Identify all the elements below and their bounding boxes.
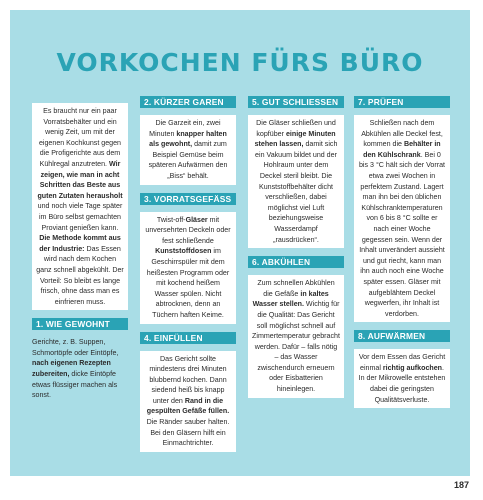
step-1 (32, 318, 128, 401)
column-2 (140, 96, 236, 452)
column-1 (32, 103, 128, 401)
step-4 (140, 332, 236, 452)
step-1-heading: 1. WIE GEWOHNT (32, 318, 128, 330)
step-4-heading: 4. EINFÜLLEN (140, 332, 236, 344)
step-3 (140, 193, 236, 324)
step-4-text: Das Gericht sollte mindestens drei Minuten blubbernd kochen. Dann siedend heiß bis knapp unter den Rand in die gespülten Gefäße füllen. Die Ränder sauber halten. Bei den Gläsern hilft ein Einmachtrichter. (146, 354, 230, 448)
intro-text: Es braucht nur ein paar Vorratsbehälter und ein wenig Zeit, um mit der eigenen Kochkunst gegen die Profigerichte aus dem Kühlregal anzutreten. Wir zeigen, wie man in acht Schritten das Beste aus guten Zutaten herausholt und noch viele Tage später im Büro selbst gemachten Proviant genießen kann. Die Methode kommt aus der Industrie: Das Essen wird nach dem Kochen ganz schnell abgekühlt. Der Vorteil: So bleibt es lange frisch, ohne dass man es einfrieren muss. (36, 107, 124, 306)
column-3 (248, 96, 344, 398)
column-4 (354, 96, 450, 408)
step-5-text: Die Gläser schließen und kopfüber einige Minuten stehen lassen, damit sich ein Vakuum bildet und der Hohlraum unter dem Deckel steril bleibt. Die Kunststoffbehälter dicht verschließen, dabei möglichst viel Luft beziehungsweise Wasserdampf „rausdrücken“. (254, 119, 338, 244)
step-7 (354, 96, 450, 322)
content-panel (10, 10, 470, 476)
step-7-text: Schließen nach dem Abkühlen alle Deckel fest, kommen die Behälter in den Kühlschrank. Bei 0 bis 3 °C hält sich der Vorrat etwa zwei Wochen in perfektem Zustand. Lagert man ihn bei den üblichen Kühlschranktemperaturen von 6 bis 8 °C sollte er nach einer Woche gegessen sein. Wenn der Inhalt unverändert aussieht und gut riecht, kann man ihn auch noch eine Woche später essen. Gläser mit aufgeblähtem Deckel wegwerfen, ihr Inhalt ist verdorben. (358, 119, 446, 318)
step-2 (140, 96, 236, 185)
intro-box (32, 103, 128, 310)
step-5-heading: 5. GUT SCHLIESSEN (248, 96, 344, 108)
step-6-heading: 6. ABKÜHLEN (248, 256, 344, 268)
step-8 (354, 330, 450, 408)
step-6-text: Zum schnellen Abkühlen die Gefäße in kaltes Wasser stellen. Wichtig für die Qualität: Das Gericht soll möglichst schnell auf Zimmertemperatur gebracht werden. Dafür – falls nötig – das Wasser zwischendurch erneuern oder Eisbatterien hineinlegen. (252, 279, 340, 394)
step-6 (248, 256, 344, 398)
step-8-text: Vor dem Essen das Gericht einmal richtig aufkochen. In der Mikrowelle entstehen dabei die geringsten Qualitätsverluste. (358, 353, 446, 404)
step-5 (248, 96, 344, 248)
step-3-heading: 3. VORRATSGEFÄSS (140, 193, 236, 205)
step-7-heading: 7. PRÜFEN (354, 96, 450, 108)
step-2-heading: 2. KÜRZER GAREN (140, 96, 236, 108)
step-1-text: Gerichte, z. B. Suppen, Schmortöpfe oder Eintöpfe, nach eigenen Rezepten zubereiten, dicke Eintöpfe etwas flüssiger machen als sonst. (32, 338, 119, 400)
page-title: VORKOCHEN FÜRS BÜRO (56, 48, 424, 77)
step-3-text: Twist-off-Gläser mit unversehrten Deckeln oder fest schließende Kunststoffdosen im Geschirrspüler mit dem heißesten Programm oder mit kochend heißem Wasser spülen. Nicht abtrocknen, denn an Tüchern haften Keime. (145, 215, 231, 319)
step-8-heading: 8. AUFWÄRMEN (354, 330, 450, 342)
step-2-text: Die Garzeit ein, zwei Minuten knapper halten als gewohnt, damit zum Beispiel Gemüse beim späteren Aufwärmen den „Biss“ behält. (148, 119, 228, 180)
page-number: 187 (453, 480, 469, 490)
